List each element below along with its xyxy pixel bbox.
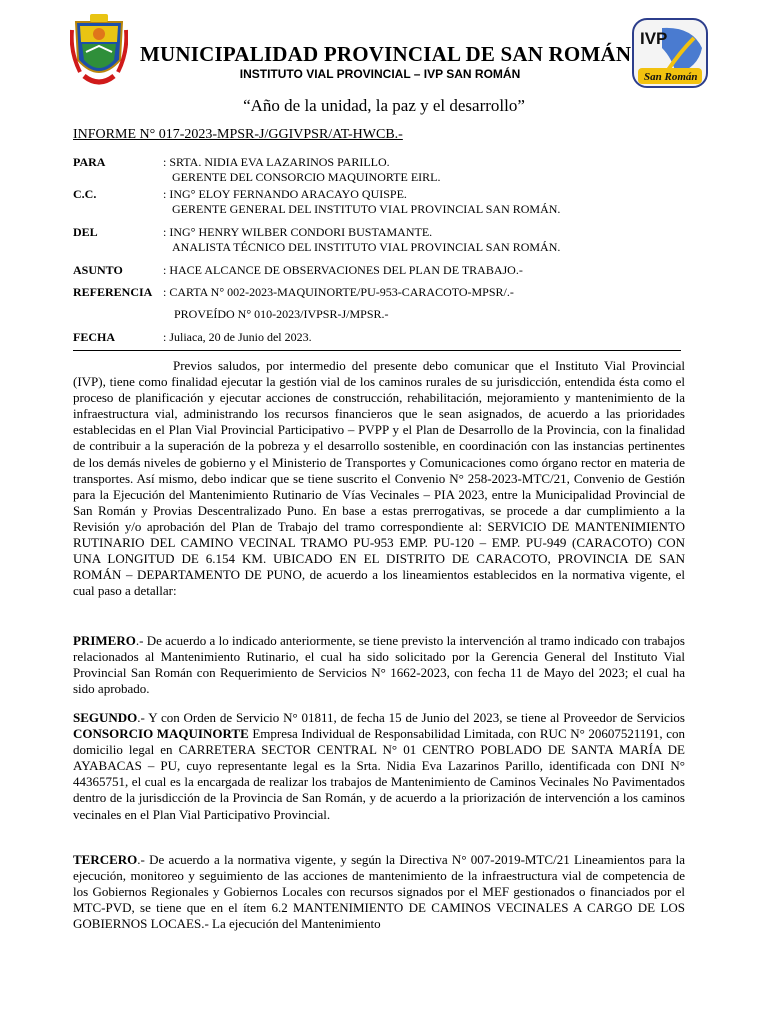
segundo-text-1: .- Y con Orden de Servicio N° 01811, de fecha 15 de Junio del 2023, se tiene al Proveedor de Servicios xyxy=(137,710,685,725)
year-motto: “Año de la unidad, la paz y el desarrollo” xyxy=(243,96,525,115)
para-value: : SRTA. NIDIA EVA LAZARINOS PARILLO. xyxy=(163,155,390,169)
para-label: PARA xyxy=(73,155,106,169)
cc-value-2: GERENTE GENERAL DEL INSTITUTO VIAL PROVINCIAL SAN ROMÁN. xyxy=(172,202,561,216)
separator-line xyxy=(73,350,681,351)
primero-text: .- De acuerdo a lo indicado anteriormente, se tiene previsto la intervención al tramo indicado con trabajos relacionados al Mantenimiento Rutinario, el cual ha sido solicitado por la Gerencia General del Instituto Vial Provincial San Román con Requerimiento de Servicios N° 1662-2023, con fecha 11 de Mayo del 2023; el cual ha sido aprobado. xyxy=(73,633,685,697)
del-value-2: ANALISTA TÉCNICO DEL INSTITUTO VIAL PROVINCIAL SAN ROMÁN. xyxy=(172,240,561,254)
municipal-crest-logo xyxy=(70,12,128,90)
primero-label: PRIMERO xyxy=(73,633,136,648)
report-number: INFORME N° 017-2023-MPSR-J/GGIVPSR/AT-HWCB.- xyxy=(73,127,403,142)
segundo-paragraph xyxy=(73,710,685,823)
referencia-value-2: PROVEÍDO N° 010-2023/IVPSR-J/MPSR.- xyxy=(174,307,389,321)
fecha-label: FECHA xyxy=(73,330,115,344)
svg-text:San Román: San Román xyxy=(644,71,698,83)
fecha-value: : Juliaca, 20 de Junio del 2023. xyxy=(163,330,312,344)
segundo-label: SEGUNDO xyxy=(73,710,138,725)
institution-subtitle: INSTITUTO VIAL PROVINCIAL – IVP SAN ROMÁN xyxy=(239,67,521,81)
asunto-value: : HACE ALCANCE DE OBSERVACIONES DEL PLAN DE TRABAJO.- xyxy=(163,263,523,277)
cc-value: : ING° ELOY FERNANDO ARACAYO QUISPE. xyxy=(163,187,407,201)
cc-label: C.C. xyxy=(73,187,97,201)
institution-title: MUNICIPALIDAD PROVINCIAL DE SAN ROMÁN xyxy=(140,42,632,66)
referencia-value: : CARTA N° 002-2023-MAQUINORTE/PU-953-CARACOTO-MPSR/.- xyxy=(163,285,514,299)
asunto-label: ASUNTO xyxy=(73,263,123,277)
tercero-paragraph xyxy=(73,852,685,932)
del-value: : ING° HENRY WILBER CONDORI BUSTAMANTE. xyxy=(163,225,433,239)
primero-paragraph xyxy=(73,633,685,697)
para-value-2: GERENTE DEL CONSORCIO MAQUINORTE EIRL. xyxy=(172,170,441,184)
intro-text: Previos saludos, por intermedio del presente debo comunicar que el Instituto Vial Provincial (IVP), tiene como finalidad ejecutar la gestión vial de los caminos rurales de su jurisdicción, entendida ésta como el proceso de planificación y ejecutar acciones de construcción, rehabilitación, mejoramiento y mantenimiento de la infraestructura vial, administrando los recursos financieros que le sean asignados, de acuerdo a las prioridades establecidas en el Plan Vial Provincial Participativo – PVPP y el Plan de Desarrollo de la Provincia, con la finalidad de contribuir a la superación de la pobreza y el desarrollo sostenible, en coordinación con las instancias pertinentes de los demás niveles de gobierno y el Ministerio de Transportes y Comunicaciones como órgano rector en materia de transportes. Así mismo, debo indicar que se tiene suscrito el Convenio N° 258-2023-MTC/21, Convenio de Gestión para la Ejecución del Mantenimiento Rutinario de Vías Vecinales – PIA 2023, entre la Municipalidad Provincial de San Román y Provias Descentralizado Puno. En base a estas prerrogativas, se procede a dar cumplimiento a la Revisión y/o aprobación del Plan de Trabajo del tramo correspondiente al: SERVICIO DE MANTENIMIENTO RUTINARIO DEL CAMINO VECINAL TRAMO PU-953 EMP. PU-120 – EMP. PU-949 (CARACOTO) CON UNA LONGITUD DE 6.154 KM. UBICADO EN EL DISTRITO DE CARACOTO, PROVINCIA DE SAN ROMÁN – DEPARTAMENTO DE PUNO, de acuerdo a los lineamientos establecidos en la normativa vigente, el cual paso a detallar: xyxy=(73,358,685,599)
svg-text:IVP: IVP xyxy=(640,29,668,48)
ivp-logo xyxy=(632,18,708,88)
intro-paragraph xyxy=(73,358,685,599)
tercero-text: .- De acuerdo a la normativa vigente, y según la Directiva N° 007-2019-MTC/21 Lineamientos para la ejecución, monitoreo y seguimiento de las acciones de mantenimiento de la infraestructura vial de competencia de los Gobiernos Regionales y Gobiernos Locales con recursos signados por el MEF gestionados o financiados por el MTC-PVD, se tiene que en el ítem 6.2 MANTENIMIENTO DE CAMINOS VECINALES A CARGO DE LOS GOBIERNOS LOCAES.- La ejecución del Mantenimiento xyxy=(73,852,685,932)
del-label: DEL xyxy=(73,225,98,239)
segundo-company: CONSORCIO MAQUINORTE xyxy=(73,726,249,742)
tercero-label: TERCERO xyxy=(73,852,138,867)
segundo-text-2: Empresa Individual de Responsabilidad Limitada, con RUC N° 20607521191, con domicilio legal en CARRETERA SECTOR CENTRAL N° 01 CENTRO POBLADO DE SANTA MARÍA DE AYABACAS – PU, cuyo representante legal es la Srta. Nidia Eva Lazarinos Parillo, identificada con DNI N° 44365751, el cual es la encargada de realizar los trabajos de Mantenimiento de Caminos Vecinales No Pavimentados dentro de la jurisdicción de la Provincia de San Román, y de acuerdo a la priorización de intervención a los caminos vecinales en el Plan Vial Participativo Provincial. xyxy=(73,726,685,822)
referencia-label: REFERENCIA xyxy=(73,285,153,299)
